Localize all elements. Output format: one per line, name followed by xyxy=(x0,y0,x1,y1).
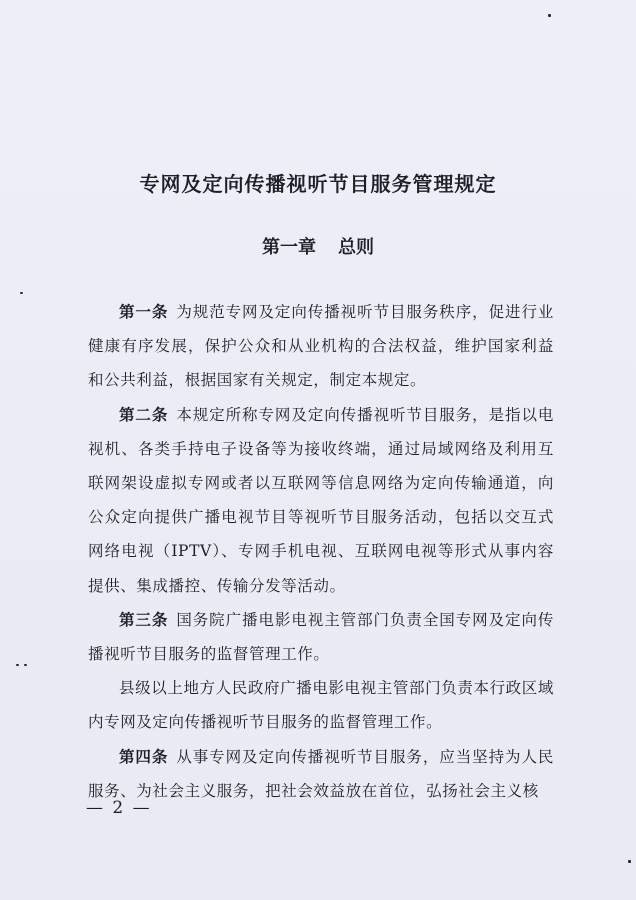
scan-speck xyxy=(548,14,551,17)
article-paragraph xyxy=(88,398,554,603)
chapter-heading xyxy=(0,233,636,259)
scan-speck xyxy=(16,664,19,666)
chapter-number: 第一章 xyxy=(262,237,316,258)
article-paragraph xyxy=(88,671,554,739)
article-paragraph xyxy=(88,603,554,671)
document-title: 专网及定向传播视听节目服务管理规定 xyxy=(139,172,497,196)
scan-speck xyxy=(20,292,23,294)
article-number: 第二条 xyxy=(119,404,169,424)
article-text: 国务院广播电影电视主管部门负责全国专网及定向传播视听节目服务的监督管理工作。 xyxy=(88,610,554,664)
article-number: 第四条 xyxy=(119,746,169,766)
article-number: 第三条 xyxy=(119,609,169,629)
article-text: 为规范专网及定向传播视听节目服务秩序，促进行业健康有序发展，保护公众和从业机构的合法权益，维护国家利益和公共利益，根据国家有关规定，制定本规定。 xyxy=(88,303,554,390)
scan-speck xyxy=(24,664,27,666)
scan-speck xyxy=(628,860,631,863)
page-number: — 2 — xyxy=(86,798,152,818)
article-number: 第一条 xyxy=(119,302,169,321)
document-body xyxy=(88,295,554,808)
article-paragraph xyxy=(88,740,554,808)
article-text: 县级以上地方人民政府广播电影电视主管部门负责本行政区域内专网及定向传播视听节目服务的监督管理工作。 xyxy=(88,679,554,732)
article-text: 本规定所称专网及定向传播视听节目服务，是指以电视机、各类手持电子设备等为接收终端，通过局域网络及利用互联网架设虚拟专网或者以互联网等信息网络为定向传输通道，向公众定向提供广播电视节目等视听节目服务活动，包括以交互式网络电视（IPTV）、专网手机电视、互联网电视等形式从事内容提供、集成播控、传输分发等活动。 xyxy=(88,405,554,595)
article-text: 从事专网及定向传播视听节目服务，应当坚持为人民服务、为社会主义服务，把社会效益放在首位，弘扬社会主义核 xyxy=(88,747,554,800)
article-paragraph xyxy=(88,295,554,398)
chapter-name: 总则 xyxy=(338,237,374,258)
